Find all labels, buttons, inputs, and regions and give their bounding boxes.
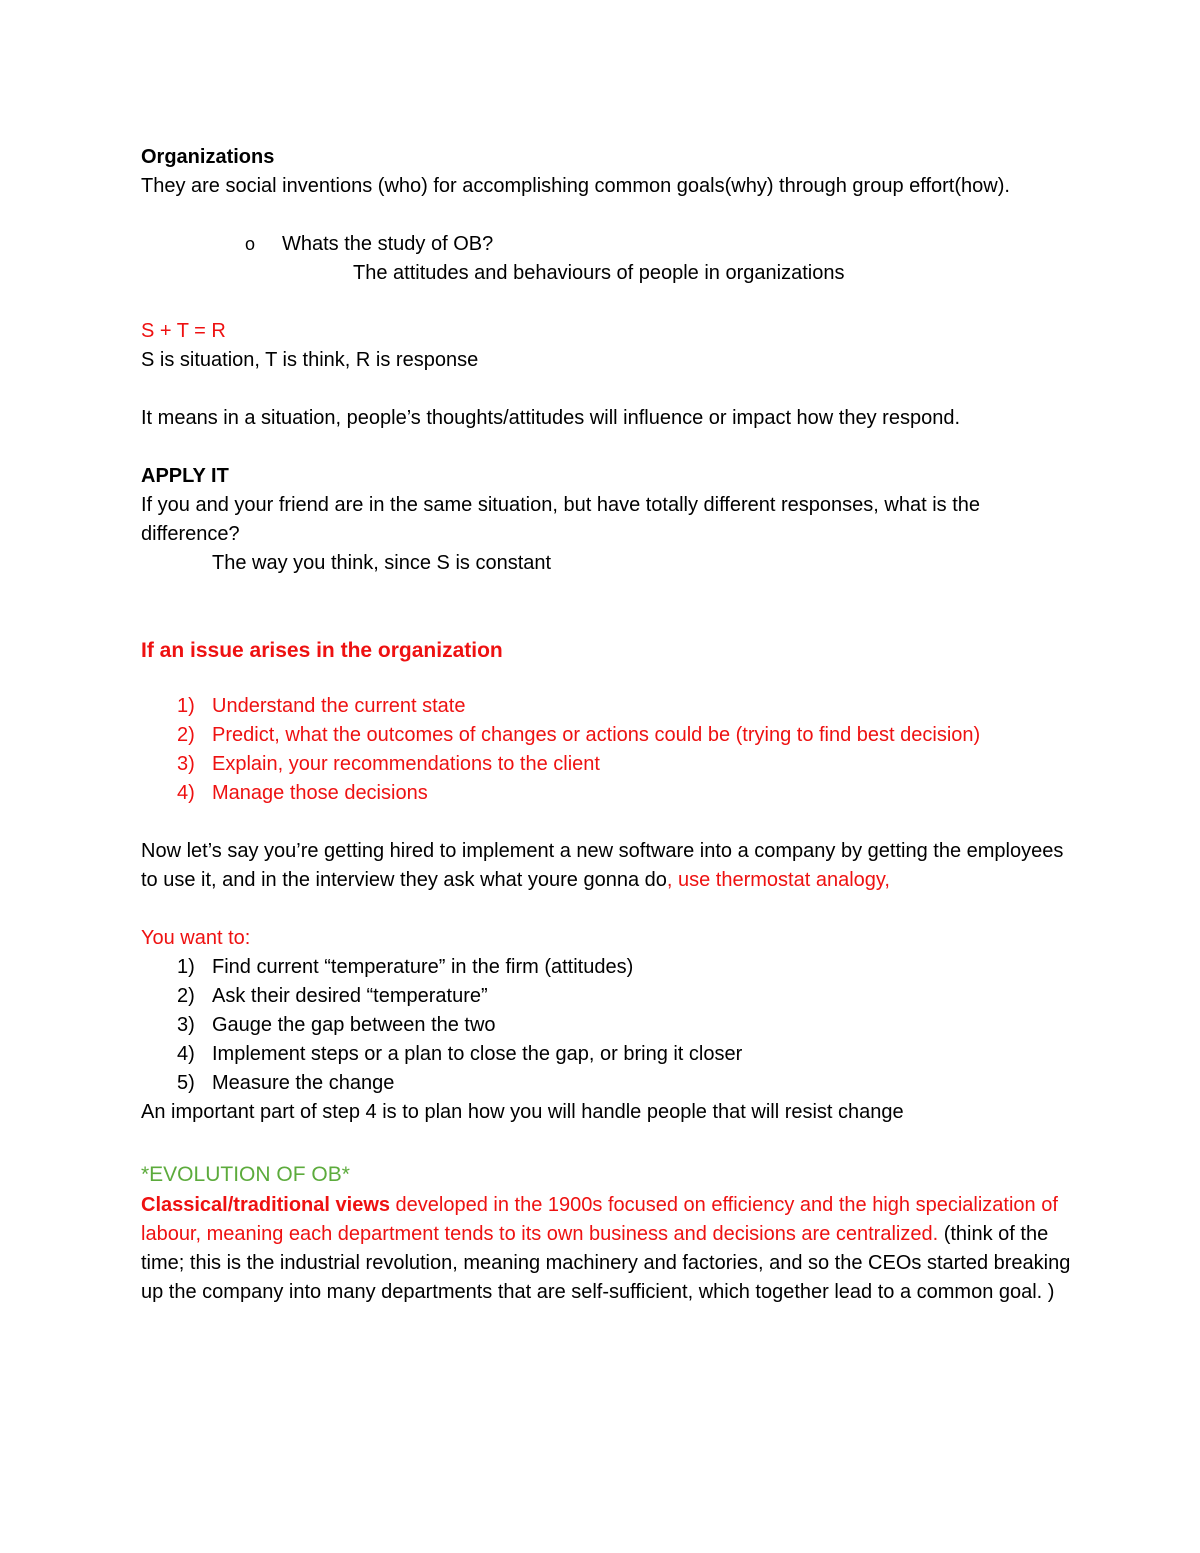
- thermostat-intro-highlight: , use thermostat analogy,: [666, 869, 890, 891]
- ob-study-bullet: [141, 230, 1076, 259]
- list-item: 3) Gauge the gap between the two: [177, 1014, 496, 1036]
- list-item: 2) Predict, what the outcomes of changes or actions could be (trying to find best decision): [177, 724, 981, 746]
- list-item: 1) Understand the current state: [177, 695, 466, 717]
- organizations-heading: Organizations: [141, 146, 275, 168]
- evolution-paragraph: Classical/traditional views developed in the 1900s focused on efficiency and the high specialization of labour, meaning each department tends to its own business and decisions are centralized. (think of the time; this is the industrial revolution, meaning machinery and factories, and so the CEOs started breaking up the company into many departments that are self-sufficient, which together lead to a common goal. ): [141, 1194, 1071, 1303]
- ob-study-question: Whats the study of OB?: [282, 233, 494, 255]
- classical-views-term: Classical/traditional views: [141, 1194, 390, 1216]
- formula-legend: S is situation, T is think, R is response: [141, 349, 479, 371]
- list-item: 4) Implement steps or a plan to close the gap, or bring it closer: [177, 1043, 743, 1065]
- apply-it-answer: The way you think, since S is constant: [212, 552, 552, 574]
- evolution-heading: *EVOLUTION OF OB*: [141, 1163, 350, 1186]
- apply-it-heading: APPLY IT: [141, 465, 229, 487]
- organizations-definition: They are social inventions (who) for accomplishing common goals(why) through group effort(how).: [141, 175, 1010, 197]
- thermostat-want-label: You want to:: [141, 927, 251, 949]
- formula-meaning: It means in a situation, people’s thoughts/attitudes will influence or impact how they respond.: [141, 407, 960, 429]
- thermostat-steps-list: [141, 953, 1076, 1098]
- list-item: 4) Manage those decisions: [177, 782, 428, 804]
- formula-equation: S + T = R: [141, 320, 226, 342]
- list-item: 2) Ask their desired “temperature”: [177, 985, 488, 1007]
- thermostat-intro: Now let’s say you’re getting hired to implement a new software into a company by getting the employees to use it, and in the interview they ask what youre gonna do, use thermostat analogy,: [141, 840, 1064, 891]
- list-item: 5) Measure the change: [177, 1072, 395, 1094]
- circle-bullet-icon: o: [245, 234, 256, 254]
- document-content: [141, 143, 1076, 1307]
- apply-it-question: If you and your friend are in the same situation, but have totally different responses, what is the difference?: [141, 494, 981, 545]
- list-item: 1) Find current “temperature” in the firm (attitudes): [177, 956, 634, 978]
- issue-heading: If an issue arises in the organization: [141, 639, 503, 662]
- issue-steps-list: [141, 692, 1076, 808]
- list-item: 3) Explain, your recommendations to the client: [177, 753, 600, 775]
- ob-study-answer: The attitudes and behaviours of people in organizations: [353, 262, 845, 284]
- thermostat-note: An important part of step 4 is to plan how you will handle people that will resist change: [141, 1101, 904, 1123]
